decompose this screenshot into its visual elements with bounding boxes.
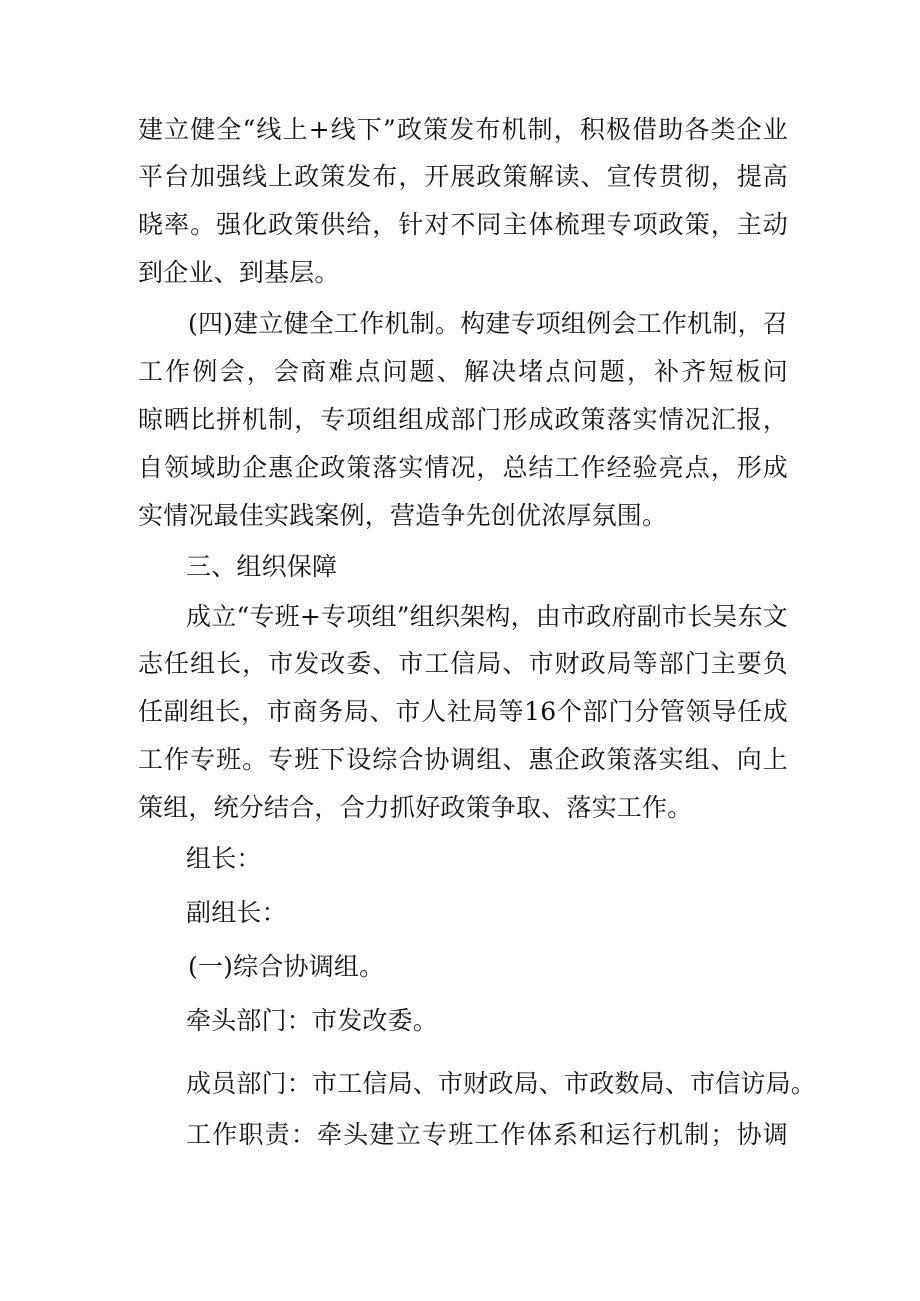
lead-department: 牵头部门：市发改委。 (186, 1006, 439, 1035)
paragraph-line: 任副组长，市商务局、市人社局等16个部门分管领导任成 (138, 697, 788, 726)
paragraph-line: 晾晒比拼机制，专项组组成部门形成政策落实情况汇报， (138, 405, 788, 434)
section-heading: 三、组织保障 (186, 552, 338, 581)
paragraph-line: 成立“专班+专项组”组织架构，由市政府副市长吴东文 (186, 602, 788, 631)
paragraph-line: 工作例会，会商难点问题、解决堵点问题，补齐短板问 (138, 357, 788, 386)
paragraph-line: 策组，统分结合，合力抓好政策争取、落实工作。 (138, 793, 693, 822)
member-departments: 成员部门：市工信局、市财政局、市政数局、市信访局。 (186, 1069, 817, 1098)
group-title: (一)综合协调组。 (188, 952, 385, 981)
paragraph-line: 晓率。强化政策供给，针对不同主体梳理专项政策，主动 (138, 210, 788, 239)
paragraph-line: 实情况最佳实践案例，营造争先创优浓厚氛围。 (138, 501, 668, 530)
paragraph-line: 自领域助企惠企政策落实情况，总结工作经验亮点，形成 (138, 453, 788, 482)
paragraph-line: 工作专班。专班下设综合协调组、惠企政策落实组、向上 (138, 745, 788, 774)
paragraph-line: 志任组长，市发改委、市工信局、市财政局等部门主要负 (138, 649, 788, 678)
leader-label: 组长： (186, 844, 262, 873)
deputy-leader-label: 副组长： (186, 898, 287, 927)
paragraph-line: (四)建立健全工作机制。构建专项组例会工作机制，召 (188, 309, 788, 338)
work-duties: 工作职责：牵头建立专班工作体系和运行机制；协调 (186, 1120, 788, 1149)
paragraph-line: 建立健全“线上+线下”政策发布机制，积极借助各类企业 (138, 115, 788, 144)
paragraph-line: 平台加强线上政策发布，开展政策解读、宣传贯彻，提高 (138, 162, 788, 191)
paragraph-line: 到企业、到基层。 (138, 258, 340, 287)
